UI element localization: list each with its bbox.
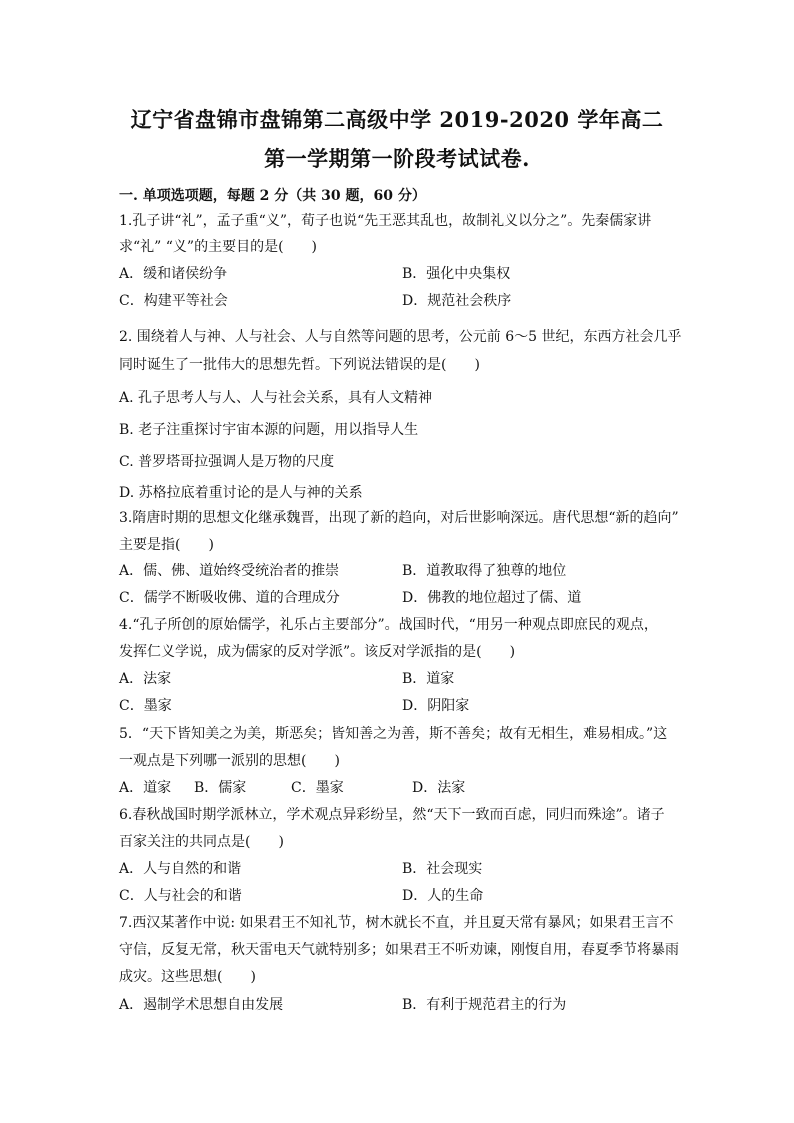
q2-stem-line2: 同时诞生了一批伟大的思想先哲。下列说法错误的是( ) (119, 357, 480, 373)
q1-stem-line2: 求“礼” “义”的主要目的是( ) (119, 239, 318, 255)
q7-option-b: B．有利于规范君主的行为 (402, 997, 567, 1013)
q6-stem-line1: 6.春秋战国时期学派林立，学术观点异彩纷呈，然“天下一致而百虑，同归而殊途”。诸子 (119, 807, 665, 823)
q5-option-d: D．法家 (412, 780, 466, 796)
q3-option-d: D．佛教的地位超过了儒、道 (402, 590, 582, 606)
exam-title-line1: 辽宁省盘锦市盘锦第二高级中学 2019-2020 学年高二 (130, 107, 664, 132)
q5-option-b: B．儒家 (194, 780, 247, 796)
q2-option-d: D. 苏格拉底着重讨论的是人与神的关系 (119, 485, 363, 501)
q5-option-c: C．墨家 (291, 780, 344, 796)
q7-stem-line2: 守信，反复无常，秋天雷电天气就特别多；如果君王不听劝谏，刚愎自用，春夏季节将暴雨 (119, 942, 679, 958)
q6-option-a: A．人与自然的和谐 (119, 861, 242, 877)
q2-option-b: B. 老子注重探讨宇宙本源的问题，用以指导人生 (119, 422, 419, 438)
q2-stem-line1: 2. 围绕着人与神、人与社会、人与自然等问题的思考，公元前 6～5 世纪，东西方社会几乎 (119, 329, 682, 345)
exam-title-line2: 第一学期第一阶段考试试卷. (264, 146, 530, 171)
q4-option-a: A．法家 (119, 671, 172, 687)
q5-stem-line1: 5．“天下皆知美之为美，斯恶矣；皆知善之为善，斯不善矣；故有无相生，难易相成。”这 (119, 726, 668, 742)
q4-option-c: C．墨家 (119, 698, 172, 714)
q1-option-d: D．规范社会秩序 (402, 293, 512, 309)
q1-option-b: B．强化中央集权 (402, 266, 511, 282)
q3-stem-line2: 主要是指( ) (119, 537, 214, 553)
q4-option-b: B．道家 (402, 671, 455, 687)
q6-option-c: C．人与社会的和谐 (119, 888, 242, 904)
q4-stem-line2: 发挥仁义学说，成为儒家的反对学派”。该反对学派指的是( ) (119, 644, 516, 660)
q3-option-c: C．儒学不断吸收佛、道的合理成分 (119, 590, 340, 606)
q5-stem-line2: 一观点是下列哪一派别的思想( ) (119, 753, 340, 769)
q2-option-c: C. 普罗塔哥拉强调人是万物的尺度 (119, 454, 335, 470)
q1-option-c: C．构建平等社会 (119, 293, 228, 309)
q7-stem-line3: 成灾。这些思想( ) (119, 969, 256, 985)
q6-option-d: D．人的生命 (402, 888, 484, 904)
q3-stem-line1: 3.隋唐时期的思想文化继承魏晋，出现了新的趋向，对后世影响深远。唐代思想“新的趋向” (119, 510, 679, 526)
q6-option-b: B．社会现实 (402, 861, 483, 877)
q4-option-d: D．阴阳家 (402, 698, 470, 714)
q1-stem-line1: 1.孔子讲“礼”，孟子重“义”，荀子也说“先王恶其乱也，故制礼义以分之”。先秦儒家讲 (119, 213, 652, 229)
q3-option-b: B．道教取得了独尊的地位 (402, 563, 567, 579)
q2-option-a: A. 孔子思考人与人、人与社会关系，具有人文精神 (119, 390, 433, 406)
q5-option-a: A．道家 (119, 780, 172, 796)
q7-option-a: A．遏制学术思想自由发展 (119, 997, 284, 1013)
section-header: 一. 单项选项题，每题 2 分（共 30 题，60 分） (119, 188, 426, 204)
q4-stem-line1: 4.“孔子所创的原始儒学，礼乐占主要部分”。战国时代，“用另一种观点即庶民的观点， (119, 617, 658, 633)
q3-option-a: A．儒、佛、道始终受统治者的推崇 (119, 563, 340, 579)
q6-stem-line2: 百家关注的共同点是( ) (119, 834, 284, 850)
q7-stem-line1: 7.西汉某著作中说: 如果君王不知礼节，树木就长不直，并且夏天常有暴风；如果君王言不 (119, 915, 674, 931)
q1-option-a: A．缓和诸侯纷争 (119, 266, 228, 282)
